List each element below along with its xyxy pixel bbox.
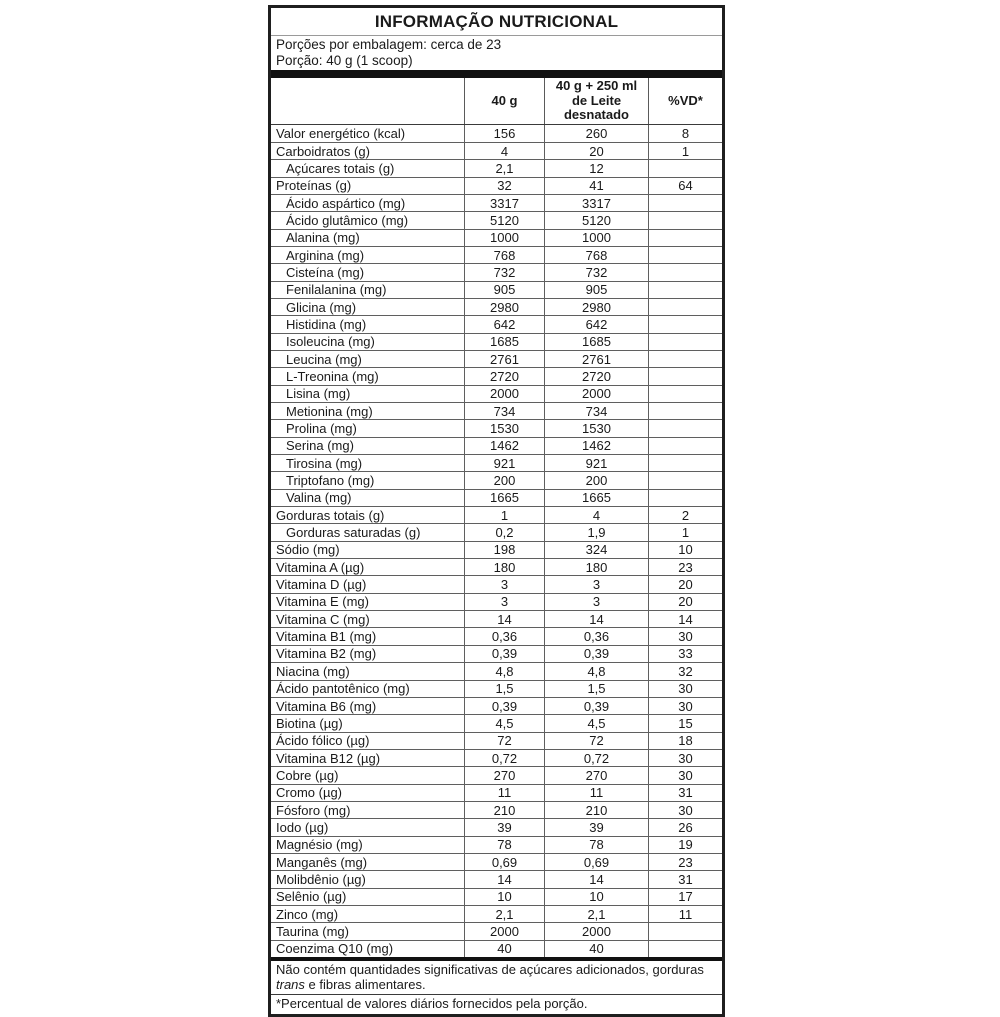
value-percent-dv: 15 (648, 715, 722, 731)
value-40g-milk: 40 (544, 941, 648, 957)
value-40g: 39 (464, 819, 544, 835)
table-row (271, 732, 722, 749)
value-40g-milk: 0,39 (544, 646, 648, 662)
row-label: Fenilalanina (mg) (286, 282, 387, 298)
value-40g: 2000 (464, 386, 544, 402)
table-row (271, 125, 722, 142)
daily-value-note: *Percentual de valores diários fornecidos pela porção. (276, 996, 588, 1011)
header-percent-dv: %VD* (648, 78, 722, 124)
value-40g: 0,72 (464, 750, 544, 766)
table-row (271, 402, 722, 419)
value-40g-milk: 4,5 (544, 715, 648, 731)
header-40g: 40 g (464, 78, 544, 124)
value-40g-milk: 2980 (544, 299, 648, 315)
value-40g-milk: 20 (544, 143, 648, 159)
value-40g: 200 (464, 472, 544, 488)
servings-per-package: Porções por embalagem: cerca de 23 (276, 37, 502, 52)
value-percent-dv: 20 (648, 576, 722, 592)
value-40g-milk: 1530 (544, 420, 648, 436)
value-40g: 0,39 (464, 698, 544, 714)
value-40g-milk: 1,5 (544, 681, 648, 697)
value-percent-dv (648, 230, 722, 246)
row-label: Magnésio (mg) (276, 837, 363, 853)
row-label: Triptofano (mg) (286, 473, 375, 489)
row-label: Gorduras saturadas (g) (286, 525, 421, 541)
value-percent-dv (648, 212, 722, 228)
note1-trans-italic: trans (276, 976, 305, 992)
value-40g-milk: 4,8 (544, 663, 648, 679)
value-percent-dv (648, 264, 722, 280)
value-40g: 0,69 (464, 854, 544, 870)
table-header-row (271, 78, 722, 125)
table-row (271, 315, 722, 332)
value-40g: 2761 (464, 351, 544, 367)
value-40g-milk: 41 (544, 178, 648, 194)
value-percent-dv: 33 (648, 646, 722, 662)
row-label: Sódio (mg) (276, 542, 340, 558)
row-label: L-Treonina (mg) (286, 368, 379, 384)
row-label: Vitamina B2 (mg) (276, 646, 377, 662)
table-row (271, 333, 722, 350)
value-percent-dv: 1 (648, 143, 722, 159)
row-label: Metionina (mg) (286, 403, 373, 419)
row-label: Taurina (mg) (276, 923, 349, 939)
table-row (271, 471, 722, 488)
table-row (271, 177, 722, 194)
value-percent-dv (648, 941, 722, 957)
value-percent-dv (648, 420, 722, 436)
row-label: Lisina (mg) (286, 386, 351, 402)
value-40g: 5120 (464, 212, 544, 228)
value-percent-dv (648, 455, 722, 471)
table-row (271, 281, 722, 298)
row-label: Vitamina D (µg) (276, 577, 367, 593)
value-40g-milk: 39 (544, 819, 648, 835)
value-percent-dv: 30 (648, 767, 722, 783)
value-40g: 40 (464, 941, 544, 957)
value-percent-dv (648, 923, 722, 939)
row-label: Cobre (µg) (276, 767, 339, 783)
no-significant-amounts-note (271, 961, 722, 995)
table-row (271, 159, 722, 176)
value-40g-milk: 72 (544, 733, 648, 749)
row-label: Manganês (mg) (276, 854, 368, 870)
value-40g: 1462 (464, 438, 544, 454)
row-label: Histidina (mg) (286, 316, 367, 332)
value-40g: 11 (464, 785, 544, 801)
row-label: Selênio (µg) (276, 889, 347, 905)
row-label: Cisteína (mg) (286, 264, 365, 280)
separator-bar-top (271, 70, 722, 78)
value-40g: 210 (464, 802, 544, 818)
value-40g: 4,8 (464, 663, 544, 679)
value-40g: 768 (464, 247, 544, 263)
value-40g-milk: 0,69 (544, 854, 648, 870)
value-40g: 3 (464, 576, 544, 592)
value-40g-milk: 2,1 (544, 906, 648, 922)
row-label: Proteínas (g) (276, 178, 352, 194)
value-40g-milk: 3 (544, 594, 648, 610)
row-label: Valina (mg) (286, 490, 352, 506)
value-40g-milk: 260 (544, 125, 648, 142)
value-40g: 905 (464, 282, 544, 298)
value-40g-milk: 1,9 (544, 524, 648, 540)
row-label: Ácido aspártico (mg) (286, 195, 406, 211)
value-40g: 2720 (464, 368, 544, 384)
table-row (271, 211, 722, 228)
value-40g: 4 (464, 143, 544, 159)
nutrition-table-title: INFORMAÇÃO NUTRICIONAL (271, 8, 722, 36)
row-label: Biotina (µg) (276, 715, 343, 731)
value-40g-milk: 1685 (544, 334, 648, 350)
value-percent-dv: 31 (648, 785, 722, 801)
value-percent-dv (648, 403, 722, 419)
value-40g: 2000 (464, 923, 544, 939)
table-row (271, 523, 722, 540)
value-40g: 2980 (464, 299, 544, 315)
value-40g: 1665 (464, 490, 544, 506)
value-40g-milk: 180 (544, 559, 648, 575)
value-percent-dv: 31 (648, 871, 722, 887)
value-percent-dv (648, 247, 722, 263)
table-row (271, 645, 722, 662)
value-40g-milk: 3 (544, 576, 648, 592)
table-row (271, 489, 722, 506)
table-row (271, 593, 722, 610)
value-40g: 2,1 (464, 906, 544, 922)
value-40g-milk: 2761 (544, 351, 648, 367)
value-percent-dv: 1 (648, 524, 722, 540)
value-40g: 734 (464, 403, 544, 419)
value-40g: 0,2 (464, 524, 544, 540)
row-label: Zinco (mg) (276, 906, 339, 922)
value-40g: 198 (464, 542, 544, 558)
value-percent-dv: 11 (648, 906, 722, 922)
table-row (271, 298, 722, 315)
value-40g-milk: 921 (544, 455, 648, 471)
row-label: Molibdênio (µg) (276, 871, 366, 887)
value-40g-milk: 11 (544, 785, 648, 801)
table-row (271, 888, 722, 905)
value-40g-milk: 5120 (544, 212, 648, 228)
table-row (271, 610, 722, 627)
value-percent-dv (648, 334, 722, 350)
value-40g-milk: 12 (544, 160, 648, 176)
value-percent-dv (648, 160, 722, 176)
value-40g: 2,1 (464, 160, 544, 176)
value-40g: 1,5 (464, 681, 544, 697)
value-percent-dv (648, 386, 722, 402)
note1-text: Não contém quantidades significativas de açúcares adicionados, gorduras (276, 962, 704, 977)
value-percent-dv (648, 282, 722, 298)
table-row (271, 853, 722, 870)
value-40g-milk: 1665 (544, 490, 648, 506)
nutrition-facts-panel (268, 5, 725, 1017)
serving-info (271, 36, 722, 70)
value-percent-dv: 32 (648, 663, 722, 679)
table-row (271, 350, 722, 367)
value-40g-milk: 0,39 (544, 698, 648, 714)
table-row (271, 558, 722, 575)
value-percent-dv: 2 (648, 507, 722, 523)
value-40g: 1530 (464, 420, 544, 436)
table-row (271, 818, 722, 835)
value-40g-milk: 905 (544, 282, 648, 298)
value-40g: 270 (464, 767, 544, 783)
value-40g: 1 (464, 507, 544, 523)
row-label: Vitamina B12 (µg) (276, 750, 381, 766)
value-40g: 1685 (464, 334, 544, 350)
value-40g-milk: 642 (544, 316, 648, 332)
value-40g-milk: 210 (544, 802, 648, 818)
value-40g-milk: 1462 (544, 438, 648, 454)
value-40g: 0,36 (464, 628, 544, 644)
value-40g-milk: 3317 (544, 195, 648, 211)
table-row (271, 419, 722, 436)
table-row (271, 246, 722, 263)
table-row (271, 680, 722, 697)
value-percent-dv (648, 438, 722, 454)
serving-size: Porção: 40 g (1 scoop) (276, 52, 413, 68)
value-40g: 4,5 (464, 715, 544, 731)
row-label: Niacina (mg) (276, 663, 350, 679)
table-row (271, 697, 722, 714)
value-percent-dv (648, 195, 722, 211)
row-label: Serina (mg) (286, 438, 354, 454)
value-40g: 642 (464, 316, 544, 332)
value-percent-dv: 30 (648, 681, 722, 697)
table-row (271, 801, 722, 818)
table-row (271, 870, 722, 887)
row-label: Vitamina A (µg) (276, 559, 365, 575)
table-row (271, 541, 722, 558)
table-row (271, 627, 722, 644)
value-percent-dv: 30 (648, 750, 722, 766)
value-40g: 921 (464, 455, 544, 471)
value-percent-dv (648, 472, 722, 488)
table-row (271, 940, 722, 957)
table-row (271, 506, 722, 523)
value-40g-milk: 78 (544, 837, 648, 853)
table-row (271, 437, 722, 454)
row-label: Arginina (mg) (286, 247, 365, 263)
value-40g-milk: 14 (544, 611, 648, 627)
row-label: Fósforo (mg) (276, 802, 351, 818)
value-40g: 14 (464, 611, 544, 627)
table-row (271, 385, 722, 402)
row-label: Cromo (µg) (276, 785, 342, 801)
value-40g-milk: 2720 (544, 368, 648, 384)
value-40g: 0,39 (464, 646, 544, 662)
value-40g-milk: 270 (544, 767, 648, 783)
table-row (271, 194, 722, 211)
row-label: Coenzima Q10 (mg) (276, 941, 394, 957)
value-percent-dv: 23 (648, 854, 722, 870)
value-40g-milk: 4 (544, 507, 648, 523)
value-percent-dv (648, 490, 722, 506)
table-row (271, 749, 722, 766)
value-percent-dv: 20 (648, 594, 722, 610)
value-percent-dv: 30 (648, 698, 722, 714)
value-percent-dv: 30 (648, 628, 722, 644)
row-label: Glicina (mg) (286, 299, 357, 315)
value-percent-dv: 30 (648, 802, 722, 818)
row-label: Iodo (µg) (276, 819, 329, 835)
value-40g-milk: 2000 (544, 386, 648, 402)
value-40g: 14 (464, 871, 544, 887)
value-percent-dv: 18 (648, 733, 722, 749)
value-40g: 3317 (464, 195, 544, 211)
row-label: Valor energético (kcal) (276, 125, 406, 141)
value-percent-dv (648, 368, 722, 384)
value-40g-milk: 734 (544, 403, 648, 419)
table-row (271, 714, 722, 731)
row-label: Vitamina B6 (mg) (276, 698, 377, 714)
value-40g-milk: 14 (544, 871, 648, 887)
row-label: Isoleucina (mg) (286, 334, 375, 350)
table-row (271, 575, 722, 592)
row-label: Vitamina C (mg) (276, 611, 370, 627)
value-percent-dv (648, 351, 722, 367)
value-40g: 3 (464, 594, 544, 610)
value-40g: 32 (464, 178, 544, 194)
table-row (271, 784, 722, 801)
value-percent-dv: 10 (648, 542, 722, 558)
value-40g-milk: 200 (544, 472, 648, 488)
row-label: Ácido fólico (µg) (276, 733, 370, 749)
table-row (271, 142, 722, 159)
value-percent-dv (648, 299, 722, 315)
row-label: Alanina (mg) (286, 230, 360, 246)
value-percent-dv: 19 (648, 837, 722, 853)
value-40g: 1000 (464, 230, 544, 246)
row-label: Vitamina E (mg) (276, 594, 369, 610)
table-row (271, 263, 722, 280)
value-percent-dv: 14 (648, 611, 722, 627)
table-row (271, 905, 722, 922)
value-percent-dv: 26 (648, 819, 722, 835)
value-40g-milk: 0,72 (544, 750, 648, 766)
header-blank-cell (271, 78, 464, 124)
value-40g: 156 (464, 125, 544, 142)
value-40g-milk: 0,36 (544, 628, 648, 644)
row-label: Carboidratos (g) (276, 143, 370, 159)
table-row (271, 367, 722, 384)
value-percent-dv: 64 (648, 178, 722, 194)
value-40g: 72 (464, 733, 544, 749)
table-row (271, 766, 722, 783)
value-40g: 10 (464, 889, 544, 905)
note1-suffix: e fibras alimentares. (304, 976, 426, 992)
row-label: Gorduras totais (g) (276, 507, 385, 523)
value-40g-milk: 732 (544, 264, 648, 280)
table-row (271, 922, 722, 939)
value-40g-milk: 2000 (544, 923, 648, 939)
row-label: Ácido glutâmico (mg) (286, 212, 409, 228)
row-label: Tirosina (mg) (286, 455, 363, 471)
value-40g-milk: 324 (544, 542, 648, 558)
row-label: Prolina (mg) (286, 421, 357, 437)
row-label: Leucina (mg) (286, 351, 362, 367)
value-40g-milk: 10 (544, 889, 648, 905)
value-percent-dv: 23 (648, 559, 722, 575)
header-40g-plus-milk: 40 g + 250 ml de Leite desnatado (544, 78, 648, 124)
value-percent-dv: 17 (648, 889, 722, 905)
row-label: Vitamina B1 (mg) (276, 629, 377, 645)
table-row (271, 454, 722, 471)
table-row (271, 662, 722, 679)
table-row (271, 229, 722, 246)
row-label: Açúcares totais (g) (286, 160, 395, 176)
value-40g: 78 (464, 837, 544, 853)
value-percent-dv: 8 (648, 125, 722, 142)
value-40g-milk: 1000 (544, 230, 648, 246)
row-label: Ácido pantotênico (mg) (276, 681, 410, 697)
value-percent-dv (648, 316, 722, 332)
value-40g: 180 (464, 559, 544, 575)
value-40g-milk: 768 (544, 247, 648, 263)
table-body (271, 125, 722, 958)
table-row (271, 836, 722, 853)
value-40g: 732 (464, 264, 544, 280)
